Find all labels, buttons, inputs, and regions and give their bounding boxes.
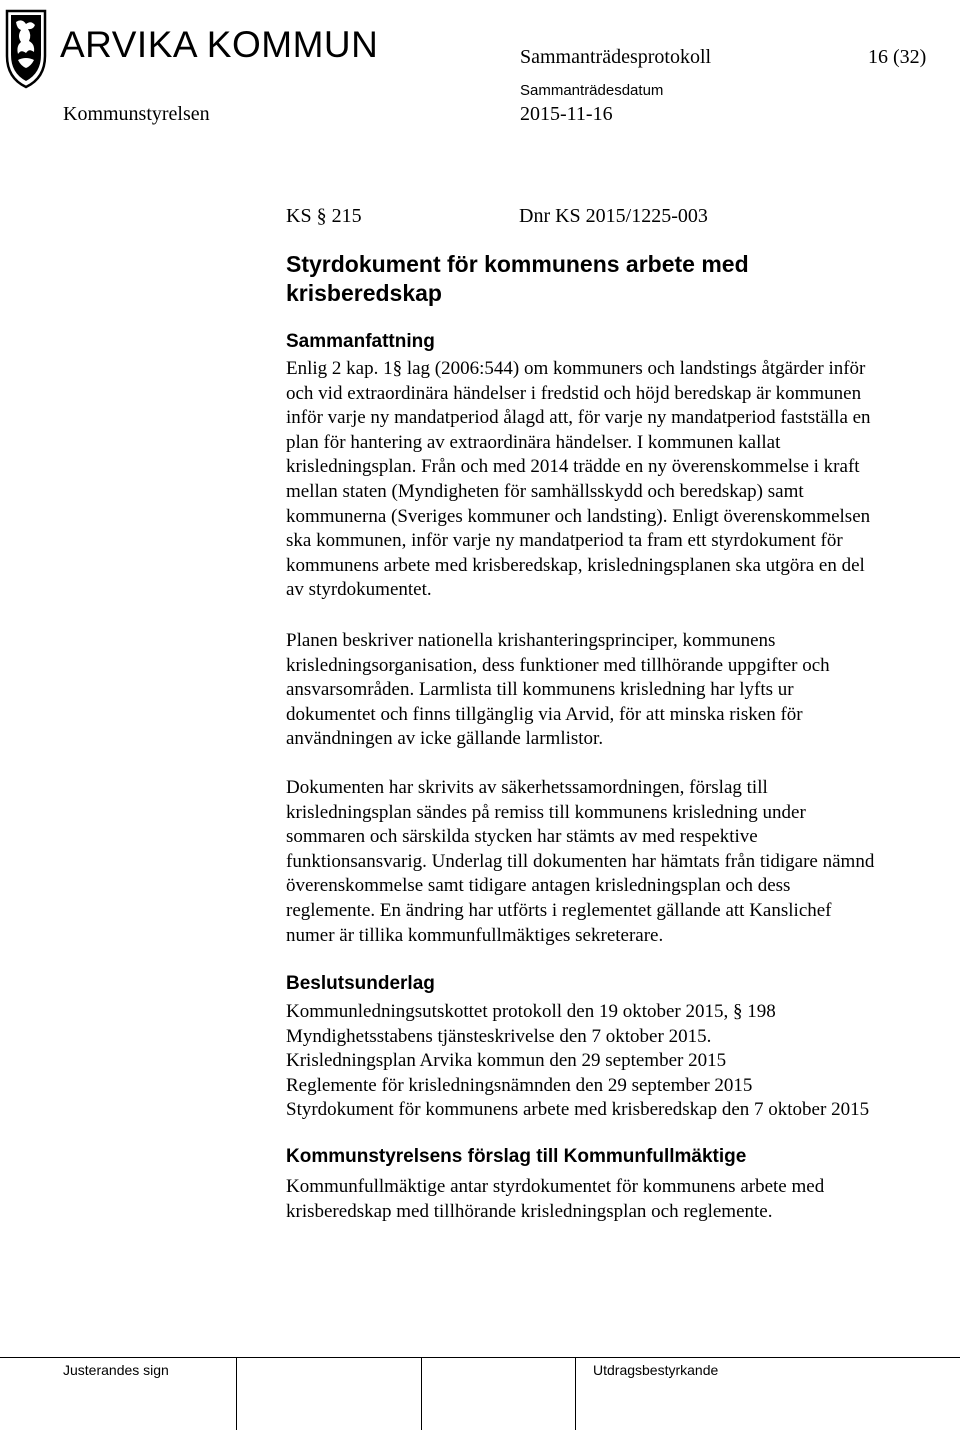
text-line: Dokumenten har skrivits av säkerhetssamordningen, förslag till: [286, 777, 768, 798]
text-line: plan för hantering av extraordinära händelser. I kommunen kallat: [286, 431, 781, 453]
document-type: Sammanträdesprotokoll: [520, 46, 712, 68]
list-item: Krisledningsplan Arvika kommun den 29 september 2015: [286, 1050, 727, 1072]
list-item: Reglemente för krisledningsnämnden den 29 september 2015: [286, 1074, 753, 1096]
case-number: KS § 215: [286, 205, 362, 227]
signature-box-divider: [421, 1357, 422, 1430]
page-number: 16 (32): [868, 46, 927, 68]
extract-certification-label: Utdragsbestyrkande: [593, 1362, 719, 1378]
signature-box-divider: [236, 1357, 237, 1430]
text-line: reglemente. En ändring har utförts i reglementet gällande att Kanslichef: [286, 899, 832, 921]
list-item: Styrdokument för kommunens arbete med krisberedskap den 7 oktober 2015: [286, 1099, 870, 1121]
text-line: och vid extraordinära händelser i fredstid och höjd beredskap är kommunen: [286, 382, 862, 404]
text-line: Enlig 2 kap. 1§ lag (2006:544) om kommuners och landstings åtgärder inför: [286, 358, 866, 379]
text-line: ska kommunen, inför varje ny mandatperiod ta fram ett styrdokument för: [286, 530, 843, 552]
text-line: krisledningsorganisation, dess funktioner med tillhörande uppgifter och: [286, 654, 830, 676]
text-line: krisledningsplan. Från och med 2014 trädde en ny överenskommelse i kraft: [286, 456, 860, 478]
summary-paragraph-2: [286, 629, 946, 752]
adjuster-signature-label: Justerandes sign: [63, 1362, 169, 1378]
text-line: kommunens arbete med krisberedskap, krisledningsplanen ska utgöra en del: [286, 554, 865, 576]
text-line: Kommunfullmäktige antar styrdokumentet för kommunens arbete med: [286, 1176, 825, 1197]
coat-of-arms-icon: [4, 8, 48, 90]
summary-heading: Sammanfattning: [286, 331, 435, 352]
proposal-heading: Kommunstyrelsens förslag till Kommunfullmäktige: [286, 1146, 747, 1167]
summary-paragraph-1: [286, 357, 946, 603]
proposal-text: [286, 1175, 946, 1224]
text-line: mellan staten (Myndigheten för samhällsskydd och beredskap) samt: [286, 480, 804, 502]
text-line: krisledningsplan sändes på remiss till kommunens krisledning under: [286, 801, 806, 823]
text-line: krisberedskap med tillhörande krisledningsplan och reglemente.: [286, 1200, 773, 1222]
committee-name: Kommunstyrelsen: [63, 103, 210, 125]
list-item: Myndighetsstabens tjänsteskrivelse den 7 oktober 2015.: [286, 1025, 712, 1047]
decision-basis-heading: Beslutsunderlag: [286, 973, 435, 994]
decision-basis-list: [286, 1000, 946, 1123]
text-line: överenskommelse samt tidigare antagen krisledningsplan och dess: [286, 875, 791, 897]
meeting-date-label: Sammanträdesdatum: [520, 82, 664, 99]
text-line: funktionsansvarig. Underlag till dokumenten har hämtats från tidigare nämnd: [286, 850, 875, 872]
text-line: kommunerna (Sveriges kommuner och landsting). Enligt överenskommelsen: [286, 505, 871, 527]
list-item: Kommunledningsutskottet protokoll den 19 oktober 2015, § 198: [286, 1001, 776, 1022]
text-line: Planen beskriver nationella krishanteringsprinciper, kommunens: [286, 630, 776, 651]
case-title: Styrdokument för kommunens arbete med krisberedskap: [286, 251, 749, 306]
organization-name: ARVIKA KOMMUN: [60, 24, 379, 65]
text-line: inför varje ny mandatperiod ålagd att, för varje ny mandatperiod fastställa en: [286, 407, 871, 429]
text-line: dokumentet och finns tillgänglig via Arvid, för att minska risken för: [286, 703, 803, 725]
footer-divider: [0, 1357, 960, 1358]
text-line: ansvarsområden. Larmlista till kommunens krisledning har lyfts ur: [286, 679, 794, 701]
diary-number: Dnr KS 2015/1225-003: [519, 205, 708, 227]
text-line: användningen av icke gällande larmlistor.: [286, 728, 604, 750]
text-line: sommaren och särskilda stycken har stämts av med respektive: [286, 826, 758, 848]
signature-box-divider: [575, 1357, 576, 1430]
text-line: numer är tillika kommunfullmäktiges sekreterare.: [286, 924, 664, 946]
summary-paragraph-3: [286, 776, 946, 948]
meeting-date: 2015-11-16: [520, 103, 613, 125]
text-line: av styrdokumentet.: [286, 579, 432, 601]
